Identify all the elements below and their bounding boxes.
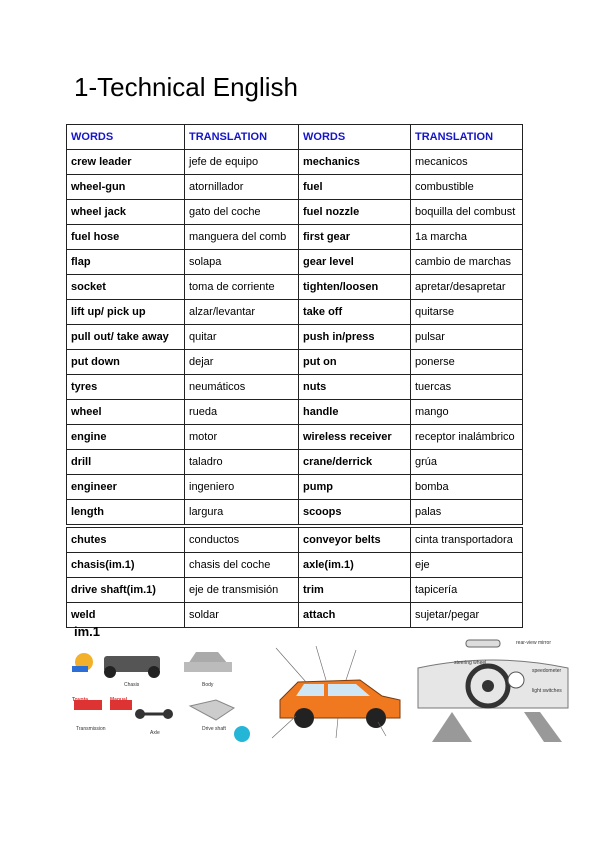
- transmission-caption: Transmission: [76, 726, 106, 732]
- word-cell: wheel jack: [67, 200, 185, 225]
- word-cell: scoops: [299, 500, 411, 525]
- word-cell: take off: [299, 300, 411, 325]
- word-cell: gear level: [299, 250, 411, 275]
- column-header: TRANSLATION: [411, 125, 523, 150]
- word-cell: drive shaft(im.1): [67, 578, 185, 603]
- table-row: [67, 475, 523, 500]
- image-reference-label: im.1: [74, 624, 101, 639]
- word-cell: fuel hose: [67, 225, 185, 250]
- car-parts-illustration: [66, 638, 262, 746]
- table-row: [67, 528, 523, 553]
- translation-cell: motor: [185, 425, 299, 450]
- translation-cell: largura: [185, 500, 299, 525]
- word-cell: socket: [67, 275, 185, 300]
- translation-cell: receptor inalámbrico: [411, 425, 523, 450]
- table-row: [67, 175, 523, 200]
- vocabulary-table: [66, 124, 523, 525]
- translation-cell: eje de transmisión: [185, 578, 299, 603]
- word-cell: flap: [67, 250, 185, 275]
- table-row: [67, 275, 523, 300]
- word-cell: push in/press: [299, 325, 411, 350]
- translation-cell: cinta transportadora: [411, 528, 523, 553]
- translation-cell: manguera del comb: [185, 225, 299, 250]
- translation-cell: pulsar: [411, 325, 523, 350]
- word-cell: length: [67, 500, 185, 525]
- car-exterior-illustration: [266, 638, 408, 746]
- word-cell: tighten/loosen: [299, 275, 411, 300]
- word-cell: wireless receiver: [299, 425, 411, 450]
- translation-cell: apretar/desapretar: [411, 275, 523, 300]
- seat: [524, 712, 562, 742]
- speedometer-caption: speedometer: [532, 668, 562, 674]
- light-switches-caption: light switches: [532, 688, 562, 694]
- table-row: [67, 603, 523, 628]
- translation-cell: bomba: [411, 475, 523, 500]
- table-row: [67, 250, 523, 275]
- axle-caption: Axle: [150, 730, 160, 736]
- translation-cell: solapa: [185, 250, 299, 275]
- drive-shaft-caption: Drive shaft: [202, 726, 226, 732]
- word-cell: fuel nozzle: [299, 200, 411, 225]
- translation-cell: sujetar/pegar: [411, 603, 523, 628]
- table-row: [67, 150, 523, 175]
- word-cell: engine: [67, 425, 185, 450]
- translation-cell: tapicería: [411, 578, 523, 603]
- word-cell: crew leader: [67, 150, 185, 175]
- steering-caption: steering wheel: [454, 660, 487, 666]
- word-cell: weld: [67, 603, 185, 628]
- translation-cell: chasis del coche: [185, 553, 299, 578]
- translation-cell: combustible: [411, 175, 523, 200]
- person-icon: [234, 726, 250, 742]
- word-cell: wheel: [67, 400, 185, 425]
- translation-cell: soldar: [185, 603, 299, 628]
- translation-cell: jefe de equipo: [185, 150, 299, 175]
- translation-cell: ponerse: [411, 350, 523, 375]
- translation-cell: quitarse: [411, 300, 523, 325]
- word-cell: nuts: [299, 375, 411, 400]
- table-row: [67, 375, 523, 400]
- translation-cell: gato del coche: [185, 200, 299, 225]
- table-row: [67, 200, 523, 225]
- rearview-mirror: [466, 640, 500, 647]
- word-cell: chutes: [67, 528, 185, 553]
- translation-cell: grúa: [411, 450, 523, 475]
- translation-cell: cambio de marchas: [411, 250, 523, 275]
- word-cell: trim: [299, 578, 411, 603]
- word-cell: put on: [299, 350, 411, 375]
- translation-cell: neumáticos: [185, 375, 299, 400]
- brand2-caption: Manual: [110, 697, 128, 703]
- word-cell: attach: [299, 603, 411, 628]
- word-cell: crane/derrick: [299, 450, 411, 475]
- table-row: [67, 450, 523, 475]
- page-title: 1-Technical English: [74, 72, 299, 102]
- word-cell: chasis(im.1): [67, 553, 185, 578]
- word-cell: drill: [67, 450, 185, 475]
- translation-cell: mecanicos: [411, 150, 523, 175]
- body-caption: Body: [202, 682, 214, 688]
- chasis-caption: Chasis: [124, 682, 140, 688]
- word-cell: engineer: [67, 475, 185, 500]
- table-header-row: [67, 125, 523, 150]
- rearview-caption: rear-view mirror: [516, 640, 551, 646]
- table-row: [67, 350, 523, 375]
- translation-cell: 1a marcha: [411, 225, 523, 250]
- word-cell: wheel-gun: [67, 175, 185, 200]
- translation-cell: alzar/levantar: [185, 300, 299, 325]
- car-wheel: [366, 708, 386, 728]
- translation-cell: rueda: [185, 400, 299, 425]
- word-cell: mechanics: [299, 150, 411, 175]
- table-row: [67, 500, 523, 525]
- translation-cell: quitar: [185, 325, 299, 350]
- translation-cell: atornillador: [185, 175, 299, 200]
- car-interior-illustration: [412, 638, 576, 746]
- table-row: [67, 578, 523, 603]
- word-cell: pull out/ take away: [67, 325, 185, 350]
- word-cell: handle: [299, 400, 411, 425]
- translation-cell: conductos: [185, 528, 299, 553]
- brand1-caption: Toyota: [72, 697, 89, 703]
- word-cell: axle(im.1): [299, 553, 411, 578]
- hand-icon: [72, 666, 88, 672]
- translation-cell: palas: [411, 500, 523, 525]
- table-row: [67, 400, 523, 425]
- drive-shaft-image: [190, 700, 234, 720]
- table-row: [67, 553, 523, 578]
- column-header: WORDS: [299, 125, 411, 150]
- column-header: WORDS: [67, 125, 185, 150]
- word-cell: put down: [67, 350, 185, 375]
- translation-cell: ingeniero: [185, 475, 299, 500]
- translation-cell: taladro: [185, 450, 299, 475]
- table-row: [67, 300, 523, 325]
- column-header: TRANSLATION: [185, 125, 299, 150]
- word-cell: pump: [299, 475, 411, 500]
- translation-cell: mango: [411, 400, 523, 425]
- word-cell: fuel: [299, 175, 411, 200]
- translation-cell: eje: [411, 553, 523, 578]
- table-row: [67, 425, 523, 450]
- table-row: [67, 225, 523, 250]
- word-cell: conveyor belts: [299, 528, 411, 553]
- word-cell: first gear: [299, 225, 411, 250]
- translation-cell: tuercas: [411, 375, 523, 400]
- seat: [432, 712, 472, 742]
- translation-cell: dejar: [185, 350, 299, 375]
- speedometer-dial: [508, 672, 524, 688]
- orange-car-picture: [266, 638, 408, 746]
- translation-cell: toma de corriente: [185, 275, 299, 300]
- translation-cell: boquilla del combust: [411, 200, 523, 225]
- word-cell: tyres: [67, 375, 185, 400]
- table-row: [67, 325, 523, 350]
- car-wheel: [294, 708, 314, 728]
- vocabulary-table-extra: [66, 527, 523, 628]
- word-cell: lift up/ pick up: [67, 300, 185, 325]
